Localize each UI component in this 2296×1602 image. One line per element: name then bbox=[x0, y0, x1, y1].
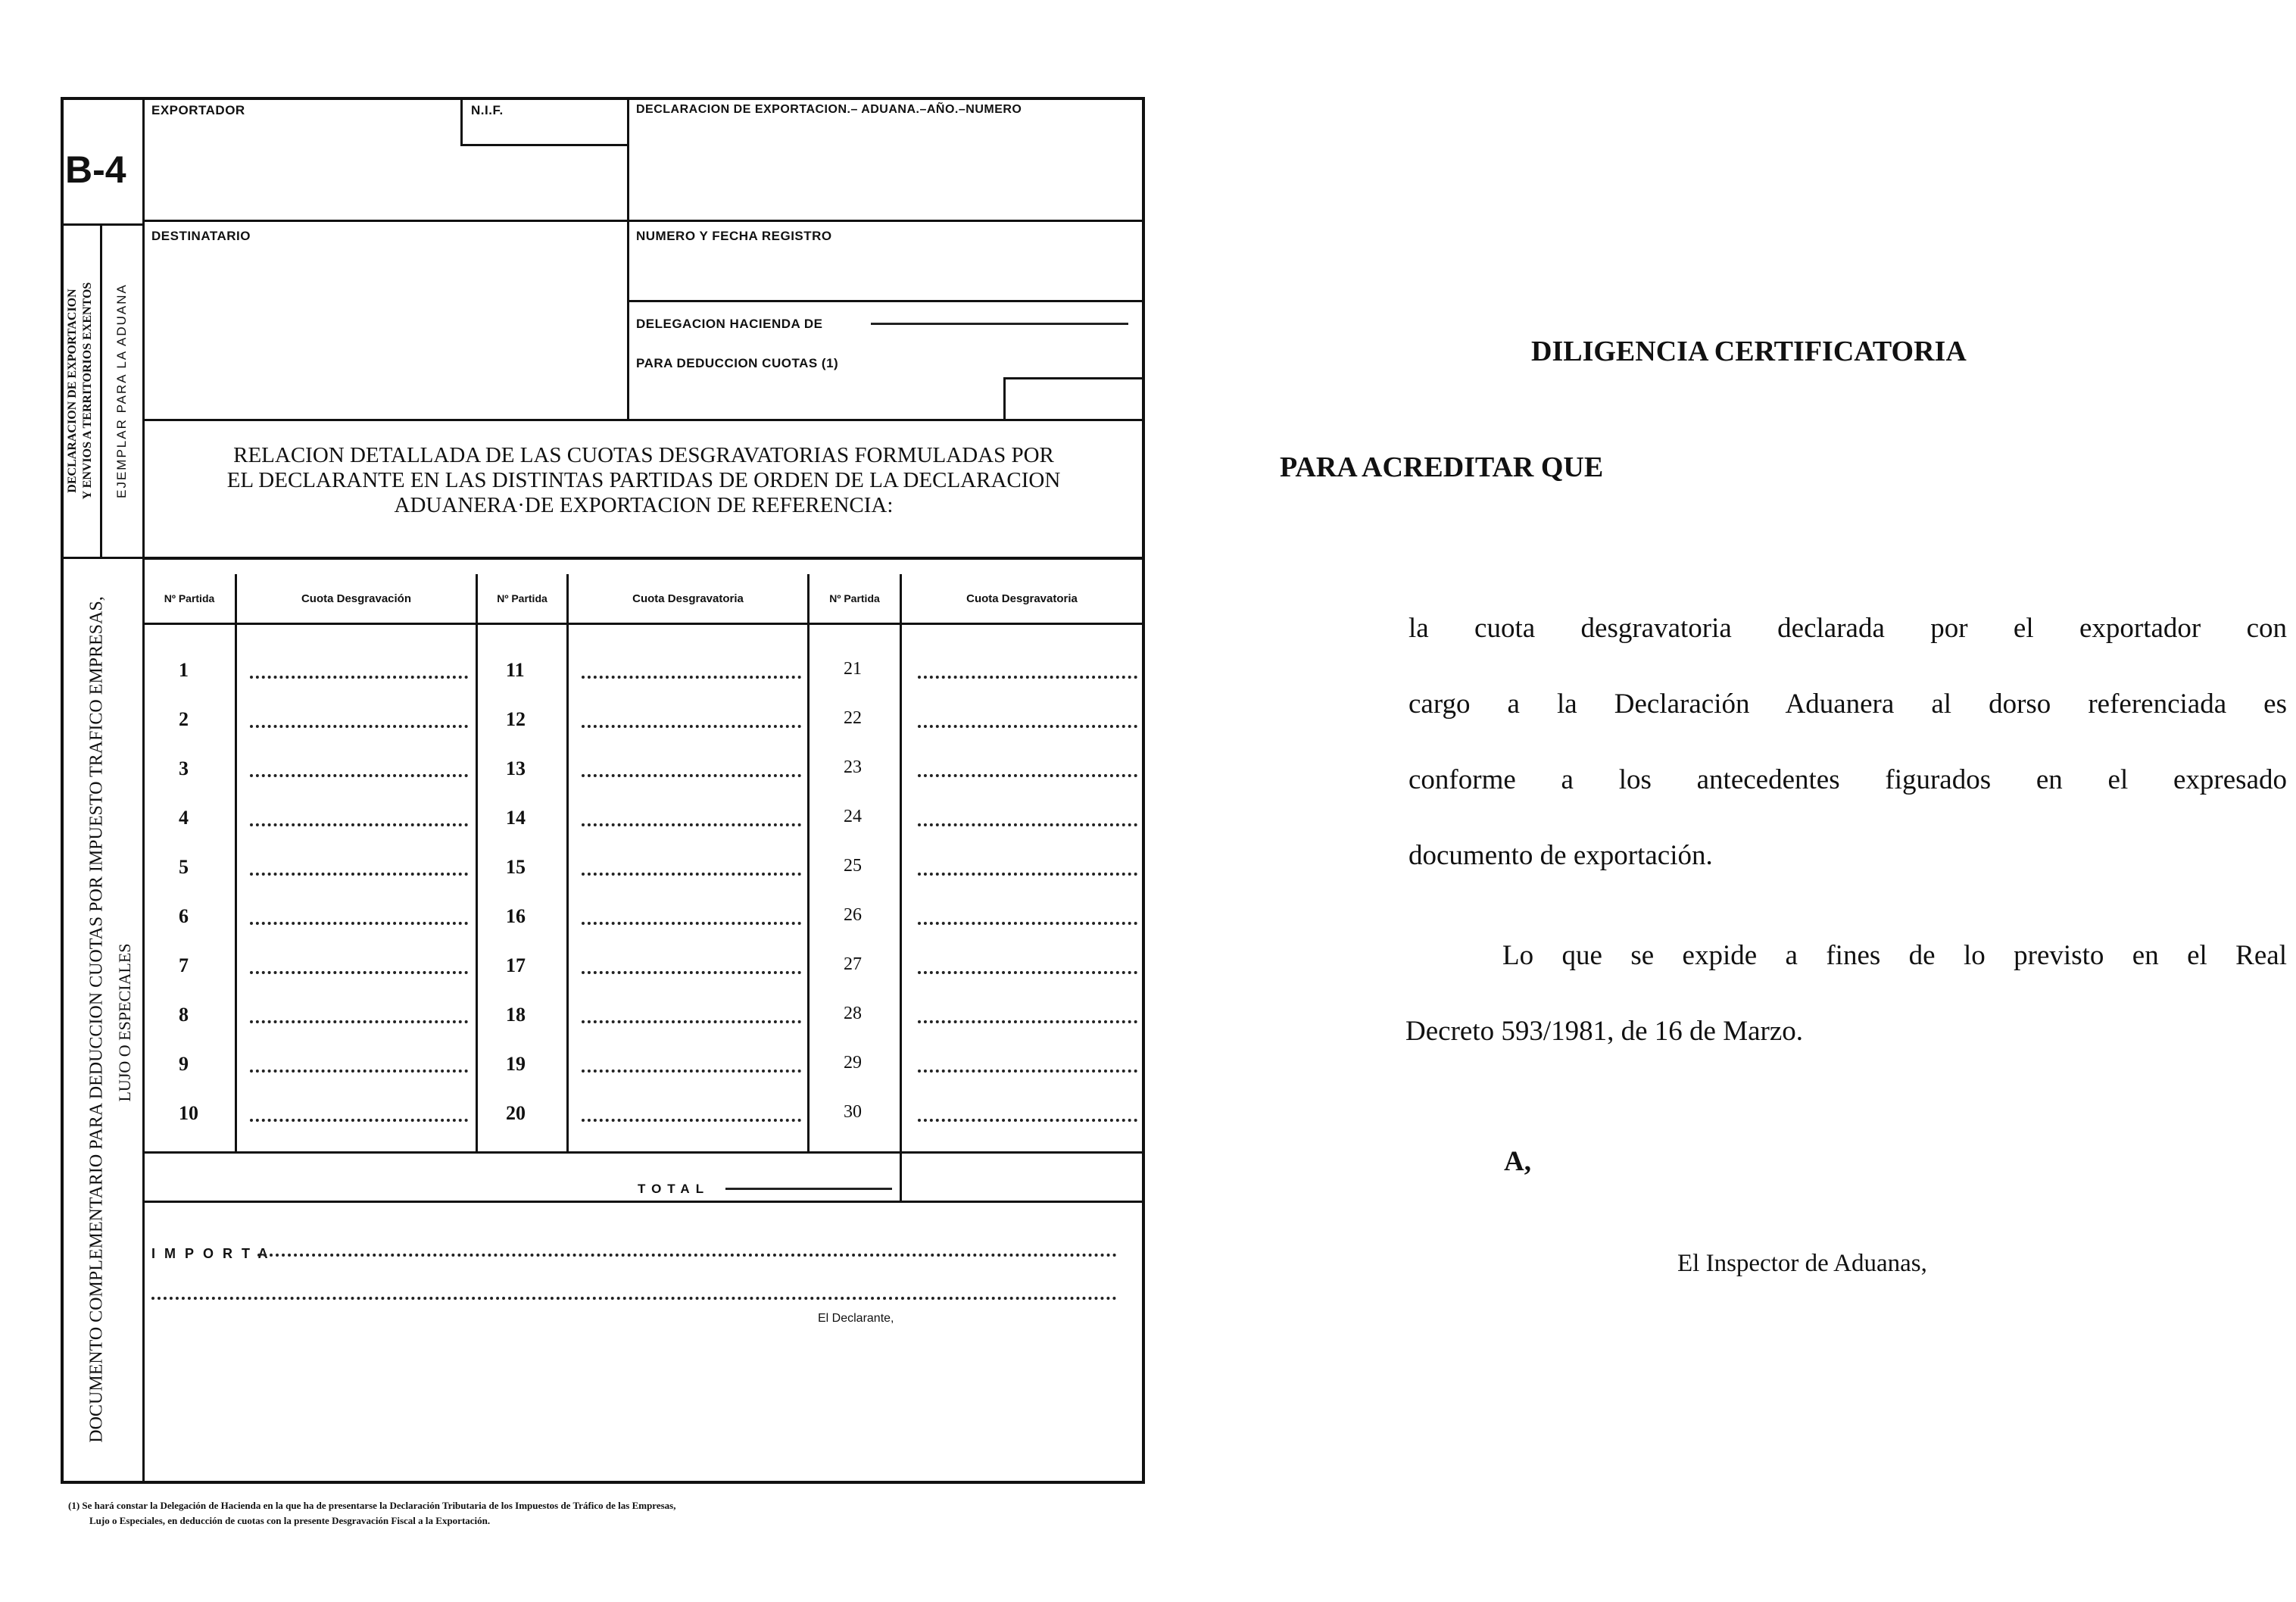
cuota-field[interactable] bbox=[918, 823, 1137, 826]
partida-number: 30 bbox=[844, 1102, 862, 1122]
cuota-field[interactable] bbox=[250, 725, 468, 728]
footnote bbox=[68, 1498, 675, 1529]
partida-number: 25 bbox=[844, 856, 862, 876]
cuota-field[interactable] bbox=[582, 1119, 801, 1122]
deduccion-label: PARA DEDUCCION CUOTAS (1) bbox=[636, 356, 839, 370]
partida-number: 2 bbox=[179, 708, 189, 730]
col-header-partida-3: Nº Partida bbox=[829, 592, 880, 604]
cuota-field[interactable] bbox=[582, 971, 801, 974]
side-documento-text: DOCUMENTO COMPLEMENTARIO PARA DEDUCCION CUOTAS POR IMPUESTO TRAFICO EMPRESAS, bbox=[86, 596, 107, 1443]
cuota-field[interactable] bbox=[918, 1070, 1137, 1073]
col-header-cuota-2: Cuota Desgravatoria bbox=[632, 592, 744, 605]
cuota-field[interactable] bbox=[582, 774, 801, 777]
cuota-field[interactable] bbox=[918, 873, 1137, 876]
partida-number: 5 bbox=[179, 856, 189, 878]
cuota-field[interactable] bbox=[250, 774, 468, 777]
partida-number: 29 bbox=[844, 1053, 862, 1073]
importa-field[interactable] bbox=[257, 1254, 1117, 1257]
partida-number: 12 bbox=[506, 708, 526, 730]
col-header-partida-1: Nº Partida bbox=[164, 592, 215, 604]
cuota-field[interactable] bbox=[918, 676, 1137, 679]
partida-number: 21 bbox=[844, 659, 862, 679]
cuota-field[interactable] bbox=[918, 971, 1137, 974]
inspector-signature-label: El Inspector de Aduanas, bbox=[1677, 1250, 1927, 1277]
cuota-field[interactable] bbox=[582, 922, 801, 925]
partida-number: 4 bbox=[179, 807, 189, 829]
importa-field-line2[interactable] bbox=[151, 1297, 1117, 1300]
cuota-field[interactable] bbox=[250, 1020, 468, 1023]
registro-label: NUMERO Y FECHA REGISTRO bbox=[636, 229, 832, 243]
cuota-field[interactable] bbox=[918, 1020, 1137, 1023]
cuota-field[interactable] bbox=[918, 725, 1137, 728]
cuota-field[interactable] bbox=[918, 774, 1137, 777]
cuota-field[interactable] bbox=[250, 922, 468, 925]
partida-number: 16 bbox=[506, 905, 526, 927]
cuota-field[interactable] bbox=[250, 676, 468, 679]
partida-number: 11 bbox=[506, 659, 525, 681]
cuota-field[interactable] bbox=[582, 823, 801, 826]
partida-number: 10 bbox=[179, 1102, 198, 1124]
diligencia-paragraph-2 bbox=[1405, 918, 2287, 1070]
cuota-field[interactable] bbox=[250, 873, 468, 876]
cuota-field[interactable] bbox=[582, 1020, 801, 1023]
cuota-field[interactable] bbox=[918, 1119, 1137, 1122]
para1-line3: conforme a los antecedentes figurados en el expresado bbox=[1408, 764, 2287, 795]
diligencia-place-field[interactable] bbox=[1545, 1142, 2075, 1180]
col-header-cuota-3: Cuota Desgravatoria bbox=[966, 592, 1078, 605]
exportador-label: EXPORTADOR bbox=[151, 103, 245, 117]
cuota-field[interactable] bbox=[582, 873, 801, 876]
relacion-line3: ADUANERA·DE EXPORTACION DE REFERENCIA: bbox=[394, 493, 894, 517]
importa-label: IMPORTA bbox=[151, 1246, 277, 1261]
cuota-field[interactable] bbox=[582, 725, 801, 728]
cuota-field[interactable] bbox=[250, 971, 468, 974]
partida-number: 8 bbox=[179, 1004, 189, 1026]
partida-number: 23 bbox=[844, 757, 862, 777]
para1-line1: la cuota desgravatoria declarada por el exportador con bbox=[1408, 613, 2287, 644]
footnote-line1: (1) Se hará constar la Delegación de Hacienda en la que ha de presentarse la Declaración Tributaria de los Impuestos de Tráfico de las Empresas, bbox=[68, 1500, 676, 1511]
diligencia-place: A, bbox=[1504, 1146, 1531, 1177]
partidas-table bbox=[0, 0, 1181, 1151]
declarante-label: El Declarante, bbox=[818, 1312, 894, 1325]
partida-number: 26 bbox=[844, 905, 862, 925]
col-header-cuota-1: Cuota Desgravación bbox=[301, 592, 412, 605]
partida-number: 7 bbox=[179, 954, 189, 976]
side-decl-line2: Y ENVIOS A TERRITORIOS EXENTOS bbox=[81, 282, 94, 500]
diligencia-section bbox=[1249, 0, 2294, 1602]
destinatario-label: DESTINATARIO bbox=[151, 229, 251, 243]
para2-line2: Decreto 593/1981, de 16 de Marzo. bbox=[1405, 1016, 1804, 1047]
partida-number: 9 bbox=[179, 1053, 189, 1075]
nif-label: N.I.F. bbox=[471, 103, 504, 117]
side-ejemplar-text: EJEMPLAR PARA LA ADUANA bbox=[114, 283, 129, 498]
partida-number: 6 bbox=[179, 905, 189, 927]
partida-number: 27 bbox=[844, 954, 862, 974]
para1-line4: documento de exportación. bbox=[1408, 840, 1713, 871]
total-value-field[interactable] bbox=[905, 1157, 1138, 1197]
footnote-line2: Lujo o Especiales, en deducción de cuotas con la presente Desgravación Fiscal a la Exportación. bbox=[89, 1515, 491, 1526]
cuota-field[interactable] bbox=[582, 1070, 801, 1073]
side-decl-line1: DECLARACION DE EXPORTACION bbox=[66, 289, 79, 493]
declaracion-label: DECLARACION DE EXPORTACION.– ADUANA.–AÑO.–NUMERO bbox=[636, 103, 1022, 116]
total-field[interactable] bbox=[725, 1188, 892, 1190]
diligencia-title: DILIGENCIA CERTIFICATORIA bbox=[1531, 336, 1967, 367]
cuota-field[interactable] bbox=[582, 676, 801, 679]
partida-number: 3 bbox=[179, 757, 189, 779]
para1-line2: cargo a la Declaración Aduanera al dorso referenciada es bbox=[1408, 689, 2287, 720]
delegacion-label: DELEGACION HACIENDA DE bbox=[636, 317, 823, 331]
col-header-partida-2: Nº Partida bbox=[497, 592, 547, 604]
total-label: TOTAL bbox=[638, 1182, 710, 1196]
diligencia-subtitle: PARA ACREDITAR QUE bbox=[1280, 451, 1604, 483]
declarante-signature-field[interactable] bbox=[757, 1333, 1136, 1469]
partida-number: 24 bbox=[844, 807, 862, 826]
relacion-line1: RELACION DETALLADA DE LAS CUOTAS DESGRAVATORIAS FORMULADAS POR bbox=[233, 443, 1054, 467]
cuota-field[interactable] bbox=[250, 1070, 468, 1073]
partida-number: 28 bbox=[844, 1004, 862, 1023]
partida-number: 19 bbox=[506, 1053, 526, 1075]
inspector-signature-field[interactable] bbox=[1628, 1288, 2082, 1439]
partida-number: 20 bbox=[506, 1102, 526, 1124]
cuota-field[interactable] bbox=[250, 1119, 468, 1122]
partida-number: 14 bbox=[506, 807, 526, 829]
partida-number: 13 bbox=[506, 757, 526, 779]
cuota-field[interactable] bbox=[918, 922, 1137, 925]
relacion-line2: EL DECLARANTE EN LAS DISTINTAS PARTIDAS DE ORDEN DE LA DECLARACION bbox=[226, 468, 1061, 492]
partida-number: 18 bbox=[506, 1004, 526, 1026]
cuota-field[interactable] bbox=[250, 823, 468, 826]
side-lujo-text: LUJO O ESPECIALES bbox=[115, 943, 134, 1102]
partida-number: 15 bbox=[506, 856, 526, 878]
diligencia-paragraph-1 bbox=[1408, 591, 2287, 894]
partida-number: 17 bbox=[506, 954, 526, 976]
partida-number: 22 bbox=[844, 708, 862, 728]
para2-line1: Lo que se expide a fines de lo previsto en el Real bbox=[1502, 940, 2287, 971]
form-code: B-4 bbox=[65, 148, 126, 191]
partida-number: 1 bbox=[179, 659, 189, 681]
